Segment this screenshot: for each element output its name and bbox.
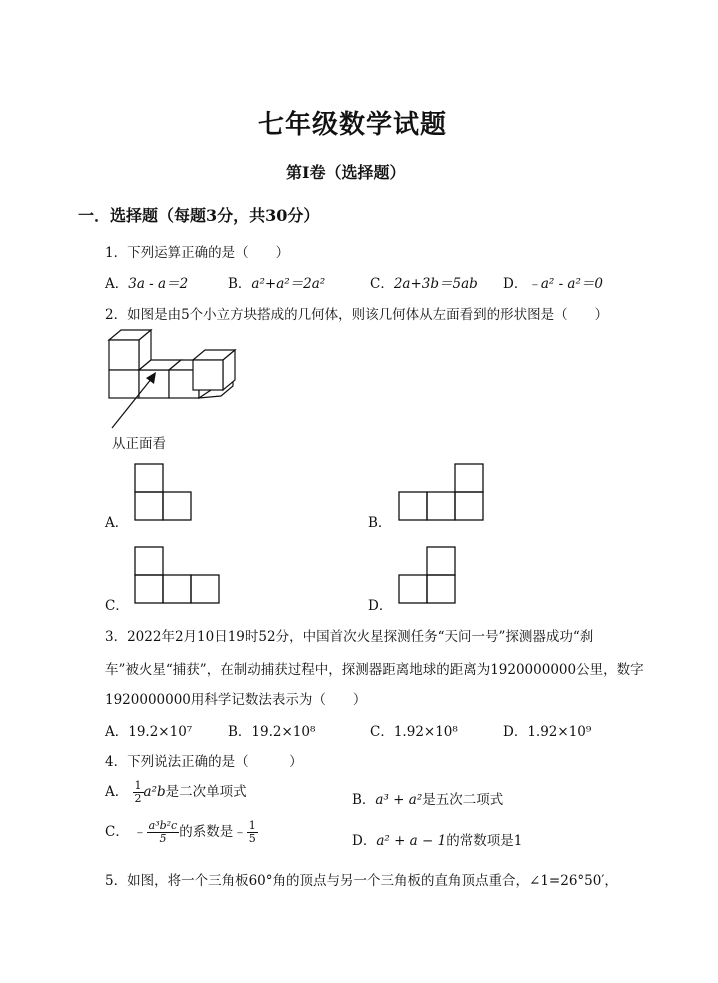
- q4-option-c[interactable]: [105, 820, 258, 845]
- q2-option-d[interactable]: D．: [368, 598, 393, 614]
- q4-c-fraction2: $\frac{1}{5}$: [248, 819, 256, 845]
- q4-b-expr: a³ + a²: [375, 792, 423, 808]
- q1-c-expr: 2a+3b＝5ab: [393, 276, 478, 292]
- page-title: 七年级数学试题: [258, 110, 448, 140]
- q1-option-d[interactable]: [503, 272, 603, 292]
- section-heading: 一．选择题（每题3分，共30分）: [78, 206, 320, 225]
- q4-b-label: B．: [352, 792, 376, 808]
- q4-a-expr: a²b: [143, 784, 166, 800]
- q4-a-tail: 是二次单项式: [165, 784, 247, 800]
- q3-d-expr: 1.92×10⁹: [527, 724, 592, 740]
- q4-a-fraction: $\frac{1}{2}$: [134, 779, 142, 805]
- q4-a-label: A．: [105, 784, 129, 800]
- q3-a-expr: 19.2×10⁷: [128, 724, 193, 740]
- q2-figure-c: [134, 546, 224, 606]
- q3-c-expr: 1.92×10⁸: [393, 724, 458, 740]
- q1-d-label: D．: [503, 276, 528, 292]
- q1-a-expr: 3a - a＝2: [128, 276, 189, 292]
- q1-option-c[interactable]: [370, 272, 478, 292]
- q4-b-tail: 是五次二项式: [422, 792, 504, 808]
- q2-option-b[interactable]: B．: [368, 515, 392, 531]
- q1-b-label: B．: [228, 276, 252, 292]
- q4-d-expr: a² + a − 1: [376, 833, 447, 849]
- q4-stem: 4．下列说法正确的是（ ）: [105, 754, 303, 770]
- q3-b-label: B．: [228, 724, 252, 740]
- q4-c-neg2: ﹣: [233, 824, 247, 840]
- q2-figure-b: [398, 463, 488, 523]
- q4-option-a[interactable]: [105, 780, 247, 805]
- q2-option-a[interactable]: A．: [105, 515, 129, 531]
- q4-c-mid: 的系数是: [179, 824, 234, 840]
- q4-c-fraction: $\frac{\text{a³b²c}}{5}$: [148, 819, 178, 845]
- part-subtitle: 第I卷（选择题）: [286, 163, 406, 182]
- q3-b-expr: 19.2×10⁸: [251, 724, 316, 740]
- q2-figure-a: [134, 463, 194, 523]
- q4-d-tail: 的常数项是1: [446, 833, 523, 849]
- q1-b-expr: a²+a²＝2a²: [251, 276, 326, 292]
- q2-option-c[interactable]: C．: [105, 598, 129, 614]
- q3-option-b[interactable]: [228, 720, 315, 740]
- q1-c-label: C．: [370, 276, 394, 292]
- q4-option-d[interactable]: [352, 829, 522, 849]
- q1-a-label: A．: [105, 276, 129, 292]
- q3-d-label: D．: [503, 724, 528, 740]
- q4-option-b[interactable]: [352, 788, 503, 808]
- arrow-icon: [108, 368, 168, 438]
- q3-option-c[interactable]: [370, 720, 458, 740]
- q1-option-b[interactable]: [228, 272, 325, 292]
- q1-stem: 1．下列运算正确的是（ ）: [105, 245, 290, 261]
- q4-c-label: C．: [105, 824, 129, 840]
- q1-d-expr: ﹣a² - a²＝0: [527, 276, 603, 292]
- q2-stem: 2．如图是由5个小立方块搭成的几何体，则该几何体从左面看到的形状图是（ ）: [105, 307, 609, 323]
- q3-line1: 3．2022年2月10日19时52分，中国首次火星探测任务“天问一号”探测器成功“刹: [105, 629, 594, 645]
- q3-line3: 1920000000用科学记数法表示为（ ）: [105, 692, 367, 708]
- q3-line2: 车”被火星“捕获”，在制动捕获过程中，探测器距离地球的距离为1920000000公里，数字: [105, 662, 644, 678]
- q4-c-neg: ﹣: [133, 824, 147, 840]
- q3-option-a[interactable]: [105, 720, 192, 740]
- q5-line1: 5．如图，将一个三角板60°角的顶点与另一个三角板的直角顶点重合，∠1=26°50′，: [105, 873, 618, 889]
- q2-figure-d: [398, 546, 458, 606]
- q1-option-a[interactable]: [105, 272, 188, 292]
- q3-c-label: C．: [370, 724, 394, 740]
- q2-caption: 从正面看: [112, 436, 166, 452]
- q3-option-d[interactable]: [503, 720, 591, 740]
- q4-d-label: D．: [352, 833, 377, 849]
- q3-a-label: A．: [105, 724, 129, 740]
